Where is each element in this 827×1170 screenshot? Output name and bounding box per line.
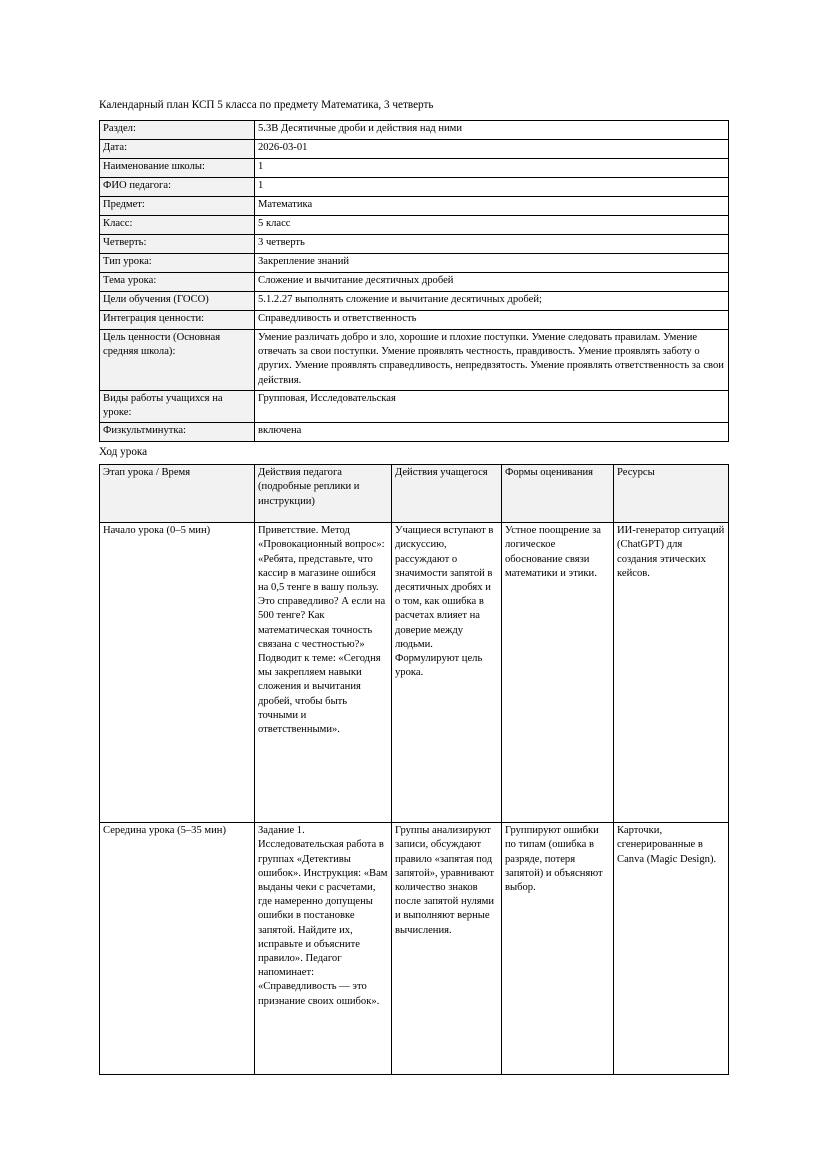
cell-teacher-actions: Приветствие. Метод «Провокационный вопрос»: «Ребята, представьте, что кассир в магазине ошибся на 0,5 тенге в вашу пользу. Это справедливо? А если на 500 тенге? Как математическая точность связана с честностью?» Подводит к теме: «Сегодня мы закрепляем навыки сложения и вычитания дробей, чтобы быть точными и ответственными». bbox=[255, 523, 392, 823]
document-content bbox=[99, 98, 728, 1075]
table-row bbox=[100, 523, 729, 823]
info-label: Четверть: bbox=[100, 235, 255, 254]
column-header-stage: Этап урока / Время bbox=[100, 465, 255, 523]
lesson-flow-heading: Ход урока bbox=[99, 446, 148, 459]
cell-stage: Начало урока (0–5 мин) bbox=[100, 523, 255, 823]
table-row bbox=[100, 254, 729, 273]
info-label: Физкультминутка: bbox=[100, 423, 255, 442]
table-row bbox=[100, 330, 729, 391]
info-label: Дата: bbox=[100, 140, 255, 159]
info-label: Класс: bbox=[100, 216, 255, 235]
lesson-info-table bbox=[99, 120, 729, 442]
lesson-plan-table-body bbox=[100, 523, 729, 1075]
table-header-row bbox=[100, 465, 729, 523]
table-row bbox=[100, 159, 729, 178]
table-row bbox=[100, 823, 729, 1075]
lesson-plan-table bbox=[99, 464, 729, 1075]
cell-assessment: Устное поощрение за логическое обоснование связи математики и этики. bbox=[502, 523, 614, 823]
table-row bbox=[100, 235, 729, 254]
column-header-assessment: Формы оценивания bbox=[502, 465, 614, 523]
table-row bbox=[100, 390, 729, 422]
info-label: Виды работы учащихся на уроке: bbox=[100, 390, 255, 422]
info-label: Тип урока: bbox=[100, 254, 255, 273]
table-row bbox=[100, 423, 729, 442]
info-label: Наименование школы: bbox=[100, 159, 255, 178]
info-value: 5.1.2.27 выполнять сложение и вычитание десятичных дробей; bbox=[255, 292, 729, 311]
info-label: Тема урока: bbox=[100, 273, 255, 292]
info-value: Справедливость и ответственность bbox=[255, 311, 729, 330]
table-row bbox=[100, 292, 729, 311]
cell-teacher-actions: Задание 1. Исследовательская работа в группах «Детективы ошибок». Инструкция: «Вам выданы чеки с расчетами, где намеренно допущены ошибки в постановке запятой. Найдите их, исправьте и объясните правило». Педагог напоминает: «Справедливость — это признание своих ошибок». bbox=[255, 823, 392, 1075]
cell-assessment: Группируют ошибки по типам (ошибка в разряде, потеря запятой) и объясняют выбор. bbox=[502, 823, 614, 1075]
column-header-teacher-actions: Действия педагога (подробные реплики и инструкции) bbox=[255, 465, 392, 523]
info-value: Закрепление знаний bbox=[255, 254, 729, 273]
info-label: ФИО педагога: bbox=[100, 178, 255, 197]
cell-student-actions: Учащиеся вступают в дискуссию, рассуждают о значимости запятой в десятичных дробях и о том, как ошибка в расчетах влияет на доверие между людьми. Формулируют цель урока. bbox=[392, 523, 502, 823]
info-value: 5 класс bbox=[255, 216, 729, 235]
info-value: Математика bbox=[255, 197, 729, 216]
info-value: Групповая, Исследовательская bbox=[255, 390, 729, 422]
info-label: Интеграция ценности: bbox=[100, 311, 255, 330]
info-value: Сложение и вычитание десятичных дробей bbox=[255, 273, 729, 292]
table-row bbox=[100, 216, 729, 235]
page-title: Календарный план КСП 5 класса по предмету Математика, 3 четверть bbox=[99, 99, 434, 111]
table-row bbox=[100, 140, 729, 159]
table-row bbox=[100, 273, 729, 292]
info-value: 1 bbox=[255, 159, 729, 178]
lesson-info-table-body bbox=[100, 121, 729, 442]
cell-stage: Середина урока (5–35 мин) bbox=[100, 823, 255, 1075]
table-row bbox=[100, 311, 729, 330]
info-value: 2026-03-01 bbox=[255, 140, 729, 159]
cell-resources: ИИ-генератор ситуаций (ChatGPT) для создания этических кейсов. bbox=[614, 523, 729, 823]
table-row bbox=[100, 178, 729, 197]
info-value: Умение различать добро и зло, хорошие и плохие поступки. Умение следовать правилам. Умение отвечать за свои поступки. Умение проявлять честность, правдивость. Умение проявлять заботу о других. Умение проявлять справедливость, непредвзятость. Умение проявлять ответственность за свои действия. bbox=[255, 330, 729, 391]
info-value: 1 bbox=[255, 178, 729, 197]
info-label: Предмет: bbox=[100, 197, 255, 216]
info-label: Цель ценности (Основная средняя школа): bbox=[100, 330, 255, 391]
info-label: Цели обучения (ГОСО) bbox=[100, 292, 255, 311]
info-value: 5.3В Десятичные дроби и действия над ними bbox=[255, 121, 729, 140]
table-row bbox=[100, 197, 729, 216]
column-header-resources: Ресурсы bbox=[614, 465, 729, 523]
info-value: включена bbox=[255, 423, 729, 442]
info-label: Раздел: bbox=[100, 121, 255, 140]
cell-student-actions: Группы анализируют записи, обсуждают правило «запятая под запятой», уравнивают количество знаков после запятой нулями и выполняют верные вычисления. bbox=[392, 823, 502, 1075]
table-row bbox=[100, 121, 729, 140]
lesson-plan-table-head bbox=[100, 465, 729, 523]
column-header-student-actions: Действия учащегося bbox=[392, 465, 502, 523]
cell-resources: Карточки, сгенерированные в Canva (Magic Design). bbox=[614, 823, 729, 1075]
info-value: 3 четверть bbox=[255, 235, 729, 254]
